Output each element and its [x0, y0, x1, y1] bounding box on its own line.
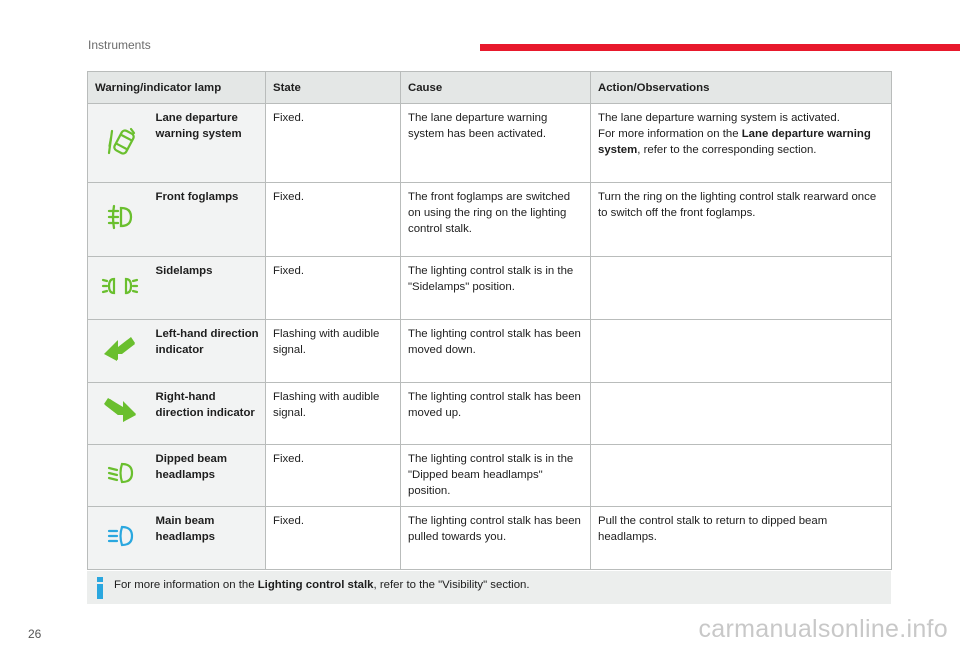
action-cell: [591, 320, 892, 383]
front-foglamp-icon: [100, 197, 140, 237]
table-row: [88, 183, 892, 257]
lamp-name: Left-hand direction indicator: [152, 320, 266, 383]
cause-cell: The lighting control stalk has been pulled towards you.: [401, 507, 591, 570]
state-cell: Flashing with audible signal.: [266, 383, 401, 445]
action-cell: Pull the control stalk to return to dipped beam headlamps.: [591, 507, 892, 570]
action-cell: [591, 383, 892, 445]
right-arrow-icon: [100, 391, 140, 431]
cause-cell: The lane departure warning system has been activated.: [401, 104, 591, 183]
lamp-name: Sidelamps: [152, 257, 266, 320]
state-cell: Fixed.: [266, 104, 401, 183]
page-number: 26: [28, 627, 42, 641]
table-row: [88, 383, 892, 445]
section-title: Instruments: [88, 38, 151, 52]
section-accent-bar: [480, 44, 960, 51]
lamp-name: Right-hand direction indicator: [152, 383, 266, 445]
note-text: For more information on the Lighting control stalk, refer to the "Visibility" section.: [114, 579, 530, 591]
lane-departure-icon: [100, 121, 140, 161]
left-arrow-icon: [100, 329, 140, 369]
info-note: [87, 571, 891, 604]
table-row: [88, 104, 892, 183]
state-cell: Fixed.: [266, 445, 401, 507]
state-cell: Fixed.: [266, 507, 401, 570]
table-row: [88, 257, 892, 320]
sidelamps-icon: [100, 266, 140, 306]
watermark: carmanualsonline.info: [698, 615, 948, 643]
info-icon: [93, 577, 107, 599]
header-action: Action/Observations: [591, 72, 892, 104]
main-beam-icon: [100, 516, 140, 556]
cause-cell: The front foglamps are switched on using the ring on the lighting control stalk.: [401, 183, 591, 257]
cause-cell: The lighting control stalk is in the "Sidelamps" position.: [401, 257, 591, 320]
lamp-name: Dipped beam headlamps: [152, 445, 266, 507]
action-cell: [591, 257, 892, 320]
lamp-name: Lane departure warning system: [152, 104, 266, 183]
header-lamp: Warning/indicator lamp: [88, 72, 266, 104]
action-cell: Turn the ring on the lighting control stalk rearward once to switch off the front foglamps.: [591, 183, 892, 257]
state-cell: Flashing with audible signal.: [266, 320, 401, 383]
header-cause: Cause: [401, 72, 591, 104]
dipped-beam-icon: [100, 453, 140, 493]
header-state: State: [266, 72, 401, 104]
action-cell: [591, 445, 892, 507]
cause-cell: The lighting control stalk is in the "Dipped beam headlamps" position.: [401, 445, 591, 507]
cause-cell: The lighting control stalk has been moved up.: [401, 383, 591, 445]
lamp-name: Main beam headlamps: [152, 507, 266, 570]
table-row: [88, 320, 892, 383]
table-row: [88, 507, 892, 570]
lamp-name: Front foglamps: [152, 183, 266, 257]
table-row: [88, 445, 892, 507]
state-cell: Fixed.: [266, 257, 401, 320]
indicator-table: [87, 71, 892, 570]
action-cell: The lane departure warning system is activated. For more information on the Lane departure warning system, refer to the corresponding section.: [591, 104, 892, 183]
cause-cell: The lighting control stalk has been moved down.: [401, 320, 591, 383]
action-line: The lane departure warning system is activated.: [598, 112, 840, 124]
note-bold-ref: Lighting control stalk: [257, 579, 374, 591]
state-cell: Fixed.: [266, 183, 401, 257]
action-bold-ref: Lane departure warning system: [598, 128, 871, 156]
table-header-row: [88, 72, 892, 104]
